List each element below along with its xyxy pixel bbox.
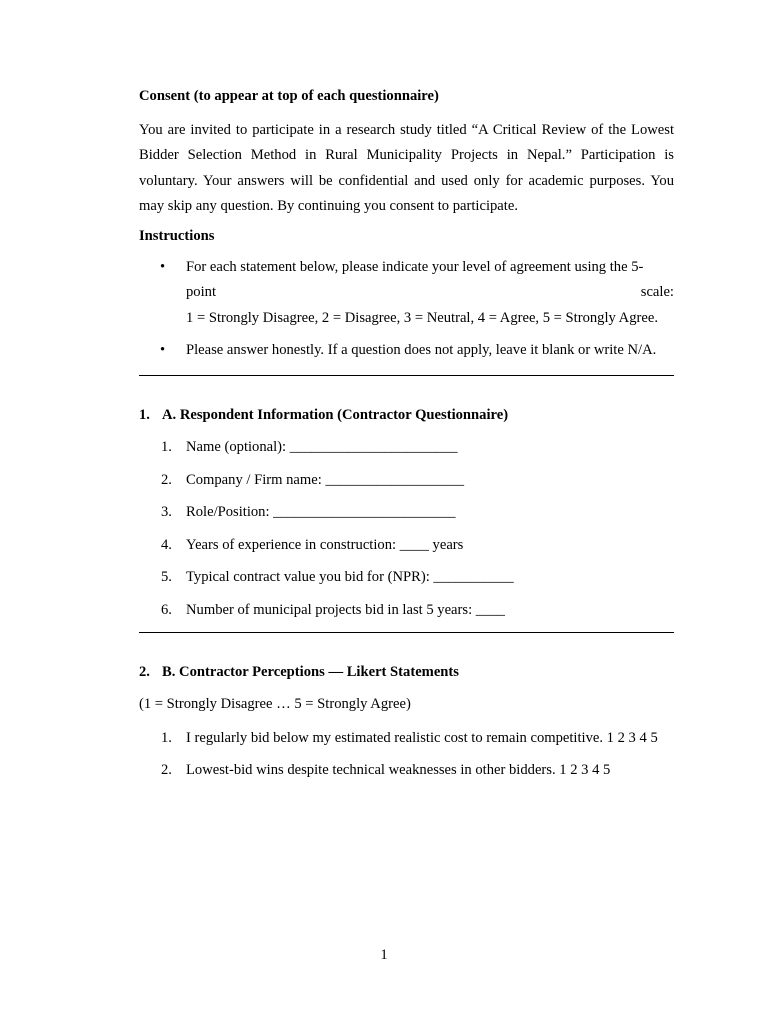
list-item — [139, 502, 674, 522]
instruction-scale-text: 1 = Strongly Disagree, 2 = Disagree, 3 = Neutral, 4 = Agree, 5 = Strongly Agree. — [186, 309, 658, 326]
item-text: Years of experience in construction: ____ years — [186, 536, 464, 553]
section-a-heading — [139, 405, 674, 425]
item-number: 4. — [161, 536, 172, 553]
instruction-justified-line — [186, 280, 674, 305]
page-content — [139, 86, 674, 783]
instruction-item — [139, 255, 674, 331]
section-number: 2. — [139, 663, 150, 680]
item-text: Role/Position: _________________________ — [186, 504, 456, 521]
item-number: 6. — [161, 601, 172, 618]
item-number: 2. — [161, 471, 172, 488]
instructions-list — [139, 255, 674, 363]
list-item — [139, 535, 674, 555]
section-title: B. Contractor Perceptions — Likert Statements — [162, 663, 459, 680]
consent-paragraph: You are invited to participate in a research study titled “A Critical Review of the Lowest Bidder Selection Method in Rural Municipality Projects in Nepal.” Participation is voluntary. Your answers will be confidential and used only for academic purposes. You may skip any question. By continuing you consent to participate. — [139, 122, 674, 214]
list-item — [139, 758, 674, 783]
item-number: 2. — [161, 762, 172, 779]
item-text: Number of municipal projects bid in last 5 years: ____ — [186, 601, 505, 618]
item-number: 1. — [161, 439, 172, 456]
item-text: Company / Firm name: ___________________ — [186, 471, 465, 488]
item-text: Name (optional): _______________________ — [186, 439, 458, 456]
item-text: Typical contract value you bid for (NPR): ___________ — [186, 569, 514, 586]
instruction-word: point — [186, 284, 216, 301]
likert-list — [139, 726, 674, 784]
instruction-item — [139, 338, 674, 363]
instructions-heading: Instructions — [139, 228, 215, 245]
scale-note: (1 = Strongly Disagree … 5 = Strongly Agree) — [139, 695, 411, 712]
item-text: Lowest-bid wins despite technical weaknesses in other bidders. 1 2 3 4 5 — [186, 762, 611, 779]
list-item — [139, 437, 674, 457]
bullet-icon: • — [160, 342, 166, 359]
list-item — [139, 567, 674, 587]
bullet-icon: • — [160, 259, 166, 276]
list-item — [139, 726, 674, 751]
instruction-word: scale: — [640, 284, 674, 301]
instruction-text: Please answer honestly. If a question does not apply, leave it blank or write N/A. — [186, 342, 657, 359]
instruction-line: For each statement below, please indicate your level of agreement using the 5- — [186, 259, 644, 276]
page-number: 1 — [380, 947, 388, 963]
consent-heading: Consent (to appear at top of each questionnaire) — [139, 88, 439, 104]
item-text: I regularly bid below my estimated realistic cost to remain competitive. 1 2 3 4 5 — [186, 729, 658, 746]
horizontal-rule — [139, 375, 674, 376]
list-item — [139, 600, 674, 620]
respondent-info-list — [139, 437, 674, 620]
horizontal-rule — [139, 632, 674, 633]
item-number: 3. — [161, 504, 172, 521]
list-item — [139, 470, 674, 490]
item-number: 5. — [161, 569, 172, 586]
section-b-heading — [139, 662, 674, 682]
item-number: 1. — [161, 729, 172, 746]
section-number: 1. — [139, 407, 150, 424]
section-title: A. Respondent Information (Contractor Questionnaire) — [162, 407, 509, 424]
